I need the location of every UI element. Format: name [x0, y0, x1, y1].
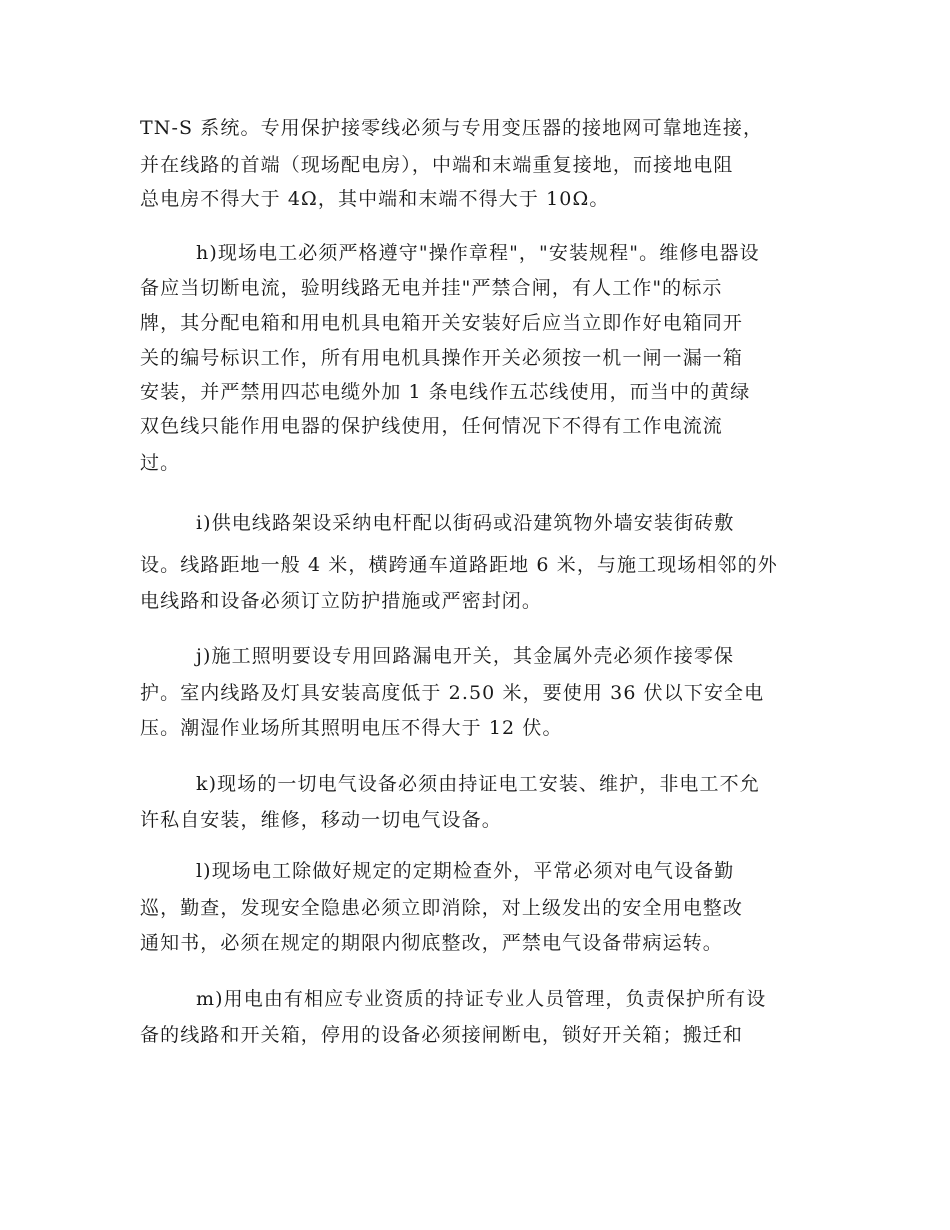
paragraph-line: 备的线路和开关箱，停用的设备必须接闸断电，锁好开关箱；搬迁和 — [140, 1024, 744, 1046]
paragraph-line: 总电房不得大于 4Ω，其中端和末端不得大于 10Ω。 — [140, 188, 610, 210]
paragraph-line: h)现场电工必须严格遵守"操作章程"，"安装规程"。维修电器设 — [196, 242, 760, 264]
paragraph-line: m)用电由有相应专业资质的持证专业人员管理，负责保护所有设 — [196, 988, 767, 1010]
paragraph-line: 过。 — [140, 452, 181, 474]
paragraph-line: 设。线路距地一般 4 米，横跨通车道路距地 6 米，与施工现场相邻的外 — [140, 554, 778, 576]
paragraph-line: 电线路和设备必须订立防护措施或严密封闭。 — [140, 590, 543, 612]
paragraph-line: l)现场电工除做好规定的定期检查外，平常必须对电气设备勤 — [196, 860, 735, 882]
paragraph-line: k)现场的一切电气设备必须由持证电工安装、维护，非电工不允 — [196, 773, 760, 795]
paragraph-line: 并在线路的首端（现场配电房），中端和末端重复接地，而接地电阻 — [140, 154, 734, 176]
paragraph-line: 许私自安装，维修，移动一切电气设备。 — [140, 809, 502, 831]
paragraph-line: 通知书，必须在规定的期限内彻底整改，严禁电气设备带病运转。 — [140, 932, 723, 954]
paragraph-line: j)施工照明要设专用回路漏电开关，其金属外壳必须作接零保 — [196, 645, 735, 667]
paragraph-line: TN-S 系统。专用保护接零线必须与专用变压器的接地网可靠地连接， — [140, 117, 764, 139]
paragraph-line: 压。潮湿作业场所其照明电压不得大于 12 伏。 — [140, 717, 563, 739]
paragraph-line: i)供电线路架设采纳电杆配以街码或沿建筑物外墙安装街砖敷 — [196, 512, 735, 534]
paragraph-line: 备应当切断电流，验明线路无电并挂"严禁合闸，有人工作"的标示 — [140, 277, 723, 299]
paragraph-line: 牌，其分配电箱和用电机具电箱开关安装好后应当立即作好电箱同开 — [140, 312, 744, 334]
paragraph-line: 巡，勤查，发现安全隐患必须立即消除，对上级发出的安全用电整改 — [140, 897, 744, 919]
paragraph-line: 关的编号标识工作，所有用电机具操作开关必须按一机一闸一漏一箱 — [140, 347, 744, 369]
paragraph-line: 护。室内线路及灯具安装高度低于 2.50 米，要使用 36 伏以下安全电 — [140, 682, 765, 704]
paragraph-line: 安装，并严禁用四芯电缆外加 1 条电线作五芯线使用，而当中的黄绿 — [140, 381, 751, 403]
paragraph-line: 双色线只能作用电器的保护线使用，任何情况下不得有工作电流流 — [140, 415, 723, 437]
